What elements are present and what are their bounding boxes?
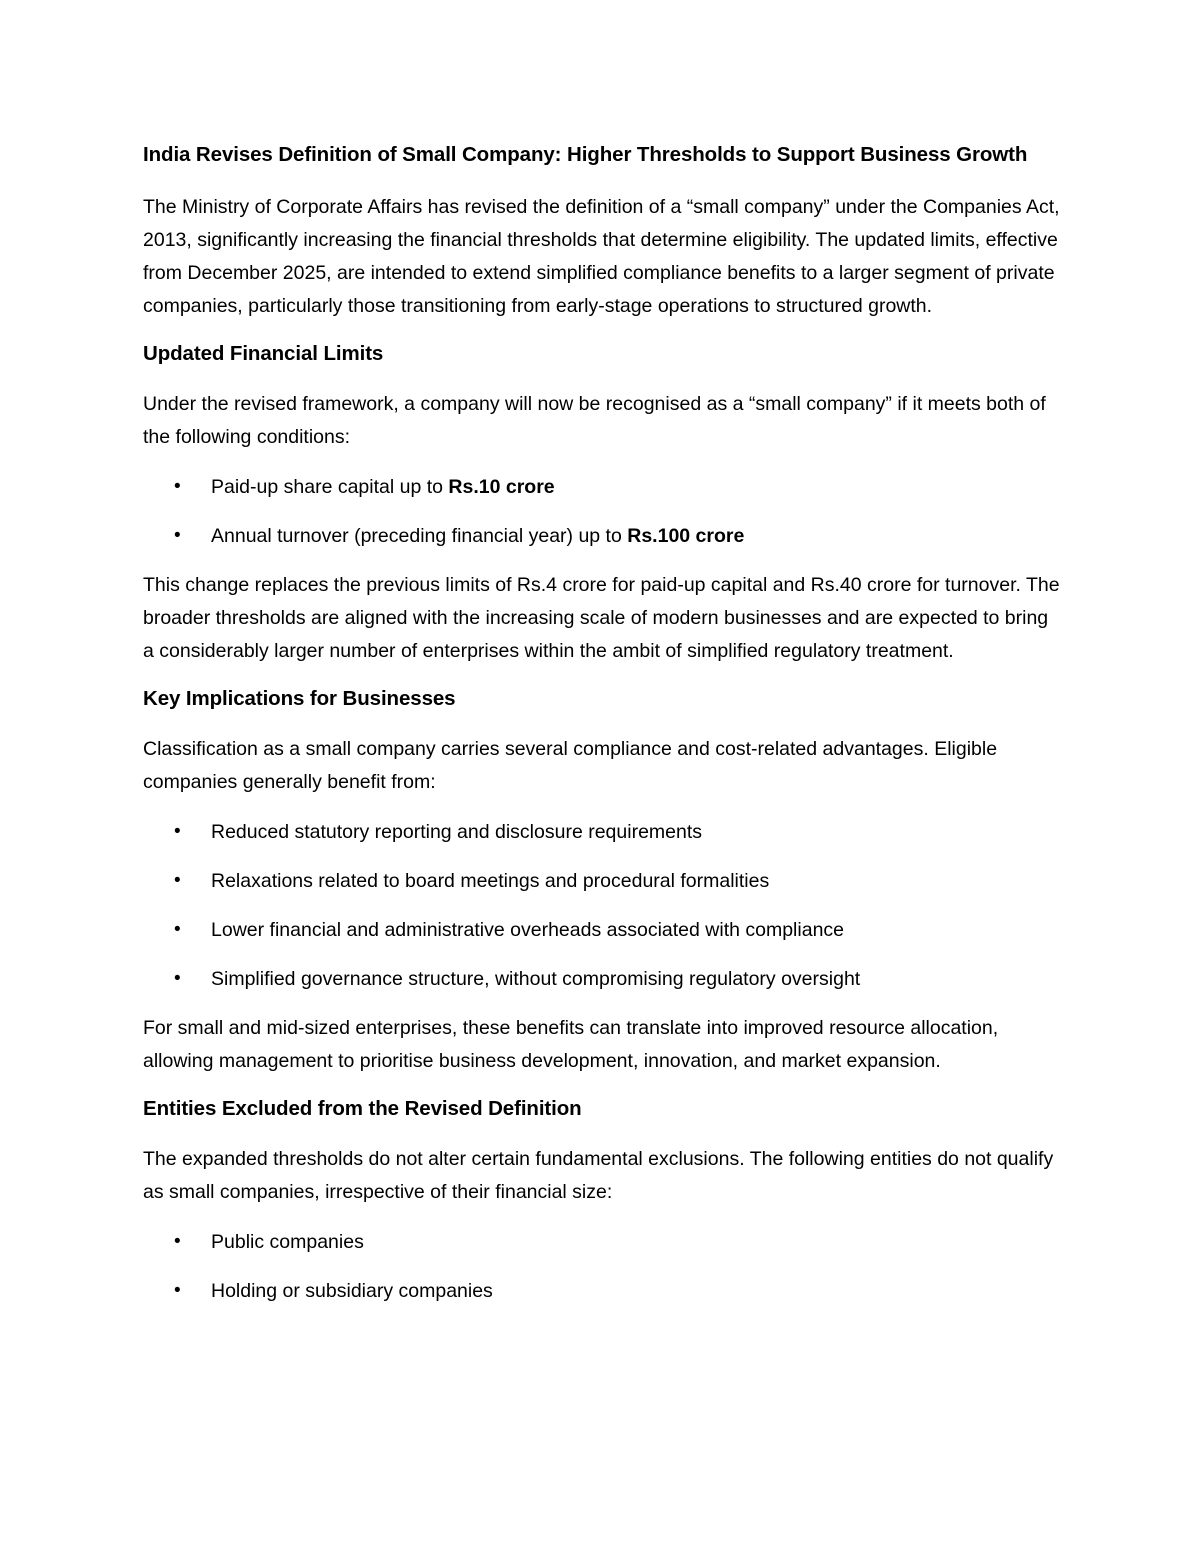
bullet-icon: • xyxy=(174,476,181,497)
list-item-text: Holding or subsidiary companies xyxy=(211,1280,493,1302)
list-item xyxy=(143,471,1063,503)
list-item xyxy=(143,520,1063,552)
list-item-emphasis: Rs.100 crore xyxy=(627,525,745,547)
financial-limits-lead: Under the revised framework, a company will now be recognised as a “small company” if it meets both of the following conditions: xyxy=(143,393,1046,448)
list-item-text: Paid-up share capital up to xyxy=(211,476,449,498)
bullet-icon: • xyxy=(174,1231,181,1252)
list-item xyxy=(143,1226,1063,1258)
intro-paragraph: The Ministry of Corporate Affairs has revised the definition of a “small company” under the Companies Act, 2013, significantly increasing the financial thresholds that determine eligibility. The updated limits, effective from December 2025, are intended to extend simplified compliance benefits to a larger segment of private companies, particularly those transitioning from early-stage operations to structured growth. xyxy=(143,196,1060,317)
section-heading-key-implications: Key Implications for Businesses xyxy=(143,687,456,710)
financial-limits-closing: This change replaces the previous limits of Rs.4 crore for paid-up capital and Rs.40 crore for turnover. The broader thresholds are aligned with the increasing scale of modern businesses and are expected to bring a considerably larger number of enterprises within the ambit of simplified regulatory treatment. xyxy=(143,574,1060,662)
document-title: India Revises Definition of Small Company: Higher Thresholds to Support Business Growth xyxy=(143,143,1028,166)
list-item-text: Simplified governance structure, without compromising regulatory oversight xyxy=(211,968,861,990)
bullet-icon: • xyxy=(174,1280,181,1301)
list-item-text: Annual turnover (preceding financial year) up to xyxy=(211,525,628,547)
section-heading-financial-limits: Updated Financial Limits xyxy=(143,342,384,365)
bullet-icon: • xyxy=(174,968,181,989)
list-item-text: Public companies xyxy=(211,1231,364,1253)
list-item-text: Lower financial and administrative overheads associated with compliance xyxy=(211,919,845,941)
list-item-text: Reduced statutory reporting and disclosure requirements xyxy=(211,821,703,843)
list-item xyxy=(143,865,1063,897)
bullet-icon: • xyxy=(174,919,181,940)
list-item xyxy=(143,1275,1063,1307)
document-page xyxy=(143,141,1063,1324)
bullet-icon: • xyxy=(174,870,181,891)
financial-limits-list xyxy=(143,471,1063,552)
bullet-icon: • xyxy=(174,525,181,546)
section-heading-excluded-entities: Entities Excluded from the Revised Definition xyxy=(143,1097,582,1120)
list-item xyxy=(143,914,1063,946)
excluded-entities-lead: The expanded thresholds do not alter certain fundamental exclusions. The following entities do not qualify as small companies, irrespective of their financial size: xyxy=(143,1148,1054,1203)
list-item xyxy=(143,963,1063,995)
bullet-icon: • xyxy=(174,821,181,842)
key-implications-lead: Classification as a small company carries several compliance and cost-related advantages. Eligible companies generally benefit from: xyxy=(143,738,998,793)
list-item-emphasis: Rs.10 crore xyxy=(448,476,555,498)
list-item xyxy=(143,816,1063,848)
key-implications-closing: For small and mid-sized enterprises, these benefits can translate into improved resource allocation, allowing management to prioritise business development, innovation, and market expansion. xyxy=(143,1017,999,1072)
excluded-entities-list xyxy=(143,1226,1063,1307)
list-item-text: Relaxations related to board meetings and procedural formalities xyxy=(211,870,770,892)
key-implications-list xyxy=(143,816,1063,995)
